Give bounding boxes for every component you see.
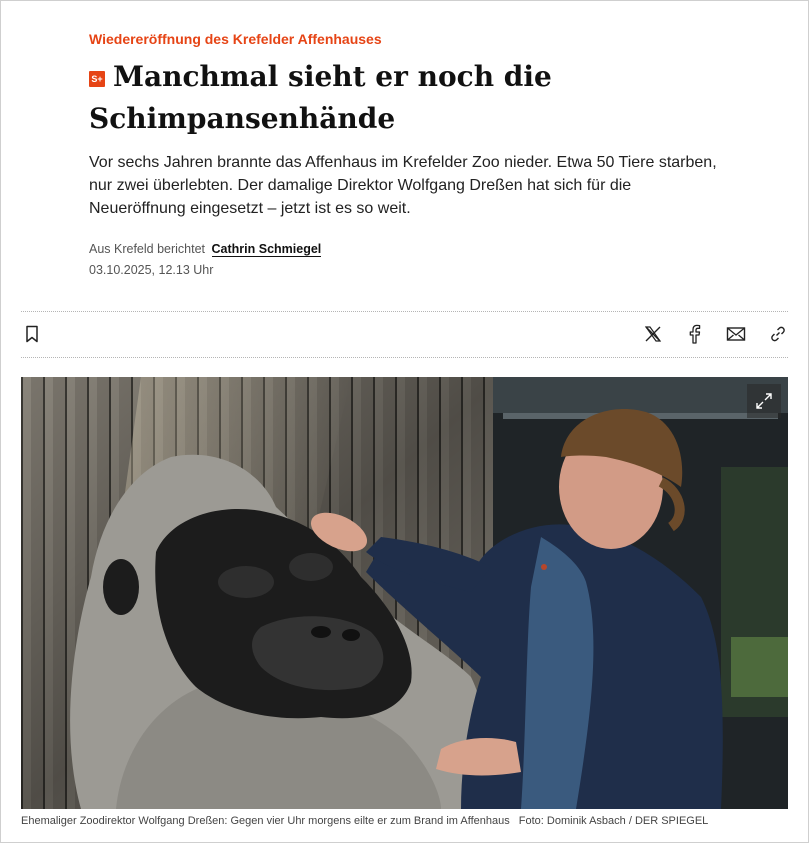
byline: [89, 242, 321, 256]
caption-text: Ehemaliger Zoodirektor Wolfgang Dreßen: Gegen vier Uhr morgens eilte er zum Brand im Affenhaus: [21, 815, 510, 827]
bookmark-icon[interactable]: [19, 321, 45, 347]
facebook-icon[interactable]: [681, 321, 707, 347]
mail-icon[interactable]: [723, 321, 749, 347]
link-icon[interactable]: [765, 321, 791, 347]
x-icon[interactable]: [640, 321, 666, 347]
divider-bottom: [21, 357, 788, 358]
article-photo[interactable]: [21, 377, 788, 809]
image-caption: [21, 815, 708, 827]
publish-date: 03.10.2025, 12.13 Uhr: [89, 263, 214, 277]
headline-text: Manchmal sieht er noch die Schimpansenhände: [89, 60, 552, 135]
expand-image-button[interactable]: [747, 384, 781, 418]
byline-prefix: Aus Krefeld berichtet: [89, 242, 206, 256]
photo-credit: Foto: Dominik Asbach / DER SPIEGEL: [518, 815, 709, 827]
author-link[interactable]: Cathrin Schmiegel: [211, 242, 322, 256]
photo-illustration: [21, 377, 788, 809]
expand-icon: [755, 392, 773, 410]
article-kicker[interactable]: Wiedereröffnung des Krefelder Affenhauses: [89, 31, 382, 47]
divider-top: [21, 311, 788, 312]
article-headline[interactable]: [89, 56, 729, 140]
article-lead: Vor sechs Jahren brannte das Affenhaus im Krefelder Zoo nieder. Etwa 50 Tiere starben, nur zwei überlebten. Der damalige Direktor Wolfgang Dreßen hat sich für die Neueröffnung eingesetzt – jetzt ist es so weit.: [89, 154, 717, 217]
spiegel-plus-badge: S+: [89, 71, 105, 87]
